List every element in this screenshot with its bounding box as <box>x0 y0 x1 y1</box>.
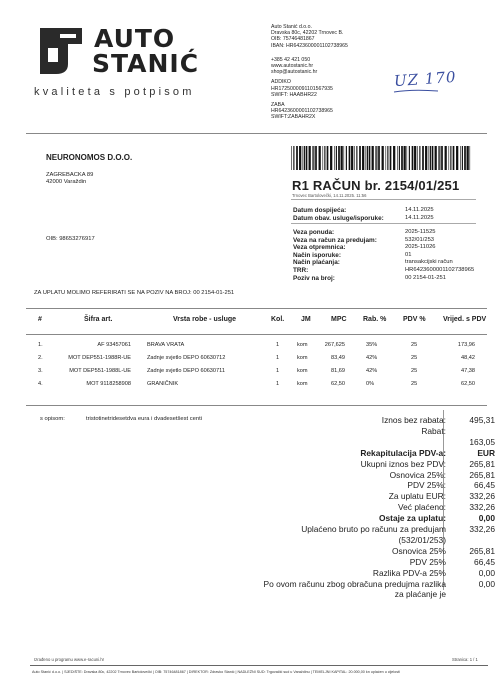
row-price: 267,625 <box>324 342 345 348</box>
barcode-bar <box>299 146 301 170</box>
handwritten-note: UZ 170 <box>393 67 458 91</box>
seller-info <box>271 24 411 121</box>
table-header-border <box>26 334 487 335</box>
totals-value: 0,00 <box>478 567 495 578</box>
totals-row <box>255 579 495 589</box>
row-total: 62,50 <box>461 381 475 387</box>
ref-value: 2025-11525 <box>405 229 436 235</box>
totals-value: 163,05 <box>469 436 495 447</box>
totals-label: Za uplatu EUR: <box>388 491 446 502</box>
barcode-bar <box>330 146 332 170</box>
totals-value: 0,00 <box>478 513 495 524</box>
barcode-bar <box>445 146 447 170</box>
barcode-bar <box>390 146 392 170</box>
totals-row <box>255 480 495 490</box>
barcode-bar <box>414 146 416 170</box>
row-price: 81,69 <box>331 368 345 374</box>
logo-tagline: kvaliteta s potpisom <box>34 86 195 98</box>
seller-web[interactable]: www.autostanic.hr <box>271 63 314 70</box>
barcode-bar <box>366 146 367 170</box>
totals-row <box>255 589 495 599</box>
seller-line: OIB: 75746481867 <box>271 36 315 43</box>
row-vat: 25 <box>411 355 418 361</box>
ref-label: Način isporuke: <box>293 251 341 259</box>
barcode-bar <box>407 146 408 170</box>
totals-value: 332,26 <box>469 524 495 534</box>
row-discount: 35% <box>366 342 378 348</box>
barcode-bar <box>412 146 414 170</box>
barcode-bar <box>354 146 355 170</box>
row-index: 4. <box>38 381 43 387</box>
totals-value: 265,81 <box>469 458 495 469</box>
footer-company-info: Auto Stanić d.o.o. | SJEDIŠTE: Dravska 80c, 42202 Trnovec Bartolovečki | OIB: 75746481867 | DIREKTOR: Zdravko Stanić | NADLEŽNI SUD: Trgovački sud u Varaždinu | TEMELJNI KAPITAL: 20.000,00 kn uplaćen u cijelosti <box>32 670 400 674</box>
row-sku: MOT DEP551-1988R-UE <box>68 355 131 361</box>
ref-label: Veza ponuda: <box>293 229 335 236</box>
totals-value: 495,31 <box>469 415 495 425</box>
buyer-street: ZAGREBACKA 89 <box>46 172 94 178</box>
totals-label: Ukupni iznos bez PDV: <box>360 458 446 469</box>
row-sku: MOT DEP551-1988L-UE <box>69 368 131 374</box>
totals-label: Već plaćeno: <box>398 502 446 513</box>
col-header: PDV % <box>403 316 426 323</box>
barcode-bar <box>401 146 403 170</box>
table-top-border <box>26 308 487 309</box>
barcode-bar <box>296 146 298 170</box>
barcode-bar <box>323 146 324 170</box>
barcode-bar <box>460 146 461 170</box>
seller-line: IBAN: HR6423600001102738965 <box>271 42 348 49</box>
buyer-city: 42000 Varaždin <box>46 179 87 185</box>
barcode-bar <box>309 146 311 170</box>
totals-label: (532/01/253) <box>398 534 446 545</box>
row-vat: 25 <box>411 342 418 348</box>
barcode-bar <box>372 146 374 170</box>
totals-label: Rabat: <box>421 425 446 436</box>
row-index: 1. <box>38 342 43 348</box>
barcode-bar <box>462 146 463 170</box>
barcode-bar <box>293 146 294 170</box>
logo-word-stanic: STANIĆ <box>92 49 200 78</box>
totals-row <box>255 426 495 436</box>
buyer-oib: OIB: 98653276917 <box>46 236 95 242</box>
totals-label: Razlika PDV-a 25% <box>372 567 446 578</box>
amount-in-words: tristotinetridesetdva eura i dvadesetšest centi <box>86 416 203 422</box>
totals-row <box>255 513 495 523</box>
seller-line: Auto Stanić d.o.o. <box>271 24 312 30</box>
row-discount: 42% <box>366 368 378 374</box>
dates-divider <box>291 223 476 224</box>
handwritten-underline <box>392 88 442 94</box>
row-total: 47,38 <box>461 368 475 374</box>
barcode-bar <box>430 146 431 170</box>
col-header: # <box>38 316 42 323</box>
col-header: MPC <box>331 316 347 323</box>
totals-row <box>255 557 495 567</box>
totals-label: PDV 25%: <box>407 480 446 491</box>
row-description: GRANIČNIK <box>147 381 179 387</box>
barcode-bar <box>417 146 418 170</box>
totals-row <box>255 502 495 512</box>
totals-row <box>255 415 495 425</box>
totals-row <box>255 524 495 534</box>
col-header: JM <box>301 316 311 323</box>
totals-value: 66,45 <box>474 556 495 567</box>
barcode-bar <box>359 146 361 170</box>
totals-value: 265,81 <box>469 469 495 480</box>
title-divider <box>291 199 476 200</box>
ref-value: 2025-11026 <box>405 244 436 251</box>
totals-value: EUR <box>477 447 495 458</box>
row-index: 3. <box>38 368 43 374</box>
col-header: Rab. % <box>363 316 387 323</box>
row-qty: 1 <box>276 368 280 374</box>
bank-name: ZABA <box>271 102 285 109</box>
barcode-bar <box>404 146 406 170</box>
col-header: Vrsta robe - usluge <box>173 316 237 323</box>
totals-value: 66,45 <box>474 480 495 491</box>
totals-row <box>255 546 495 556</box>
row-vat: 25 <box>411 381 418 387</box>
payment-reference-note: ZA UPLATU MOLIMO REFERIRATI SE NA POZIV NA BROJ: 00 2154-01-251 <box>34 290 235 296</box>
logo-word-auto: AUTO <box>94 24 176 53</box>
totals-row <box>255 448 495 458</box>
barcode-bar <box>432 146 434 170</box>
row-description: Zadnje svjetlo DEPO 60630711 <box>147 368 225 374</box>
invoice-title: R1 RAČUN br. 2154/01/251 <box>292 178 460 193</box>
bank-swift: SWIFT: HAABHR22 <box>271 91 317 98</box>
row-discount: 0% <box>366 381 375 387</box>
ref-value: HR6423600001102738965 <box>405 267 475 273</box>
barcode-bar <box>467 146 469 170</box>
barcode-bar <box>399 146 400 170</box>
totals-label: za plaćanje je <box>394 589 446 600</box>
barcode-bar <box>375 146 376 170</box>
totals-label: Iznos bez rabata: <box>381 415 446 425</box>
table-bottom-border <box>26 405 487 406</box>
seller-line: Dravska 80c, 42202 Trnovec B. <box>271 30 344 37</box>
barcode-bar <box>306 146 308 170</box>
bank-swift: SWIFT:ZABAHR2X <box>271 114 316 121</box>
col-header: Kol. <box>271 316 285 323</box>
bank-iban: HR6423600001102738965 <box>271 108 333 115</box>
barcode-bar <box>367 146 368 170</box>
barcode-bar <box>456 146 458 170</box>
barcode-bar <box>338 146 340 170</box>
barcode-bar <box>312 146 313 170</box>
table-row <box>0 368 501 377</box>
totals-value: 265,81 <box>469 545 495 556</box>
barcode-bar <box>449 146 450 170</box>
barcode-bar <box>315 146 317 170</box>
barcode-bar <box>369 146 371 170</box>
totals-label: Rekapitulacija PDV-a: <box>360 447 446 458</box>
barcode-bar <box>435 146 437 170</box>
row-qty: 1 <box>276 381 280 387</box>
barcode-bar <box>464 146 466 170</box>
ref-value: 532/01/253 <box>405 236 435 243</box>
barcode-bar <box>438 146 439 170</box>
table-row <box>0 342 501 351</box>
barcode-bar <box>336 146 337 170</box>
table-row <box>0 381 501 390</box>
barcode-bar <box>453 146 455 170</box>
barcode-bar <box>362 146 364 170</box>
barcode-bar <box>344 146 345 170</box>
barcode-bar <box>291 146 292 170</box>
barcode-bar <box>376 146 377 170</box>
ref-label: Veza na račun za predujam: <box>293 236 377 244</box>
barcode-bar <box>304 146 305 170</box>
buyer-name: NEURONOMOS D.O.O. <box>46 153 133 162</box>
barcode-bar <box>429 146 430 170</box>
barcode-bar <box>393 146 395 170</box>
seller-email[interactable]: shop@autostanic.hr <box>271 69 318 76</box>
totals-row <box>255 535 495 545</box>
totals-label: PDV 25% <box>409 556 446 567</box>
logo-mark-icon <box>36 26 86 76</box>
invoice-place-date: Trnovec Bartolovečki, 14.11.2025. 11:56 <box>292 193 367 198</box>
barcode-bar <box>324 146 325 170</box>
totals-label: Osnovica 25% <box>392 545 446 556</box>
barcode-bar <box>425 146 427 170</box>
row-qty: 1 <box>276 355 280 361</box>
totals-row <box>255 470 495 480</box>
ref-value: 01 <box>405 251 412 258</box>
table-row <box>0 355 501 364</box>
barcode-bar <box>319 146 321 170</box>
barcode-bar <box>327 146 329 170</box>
col-header: Vrijed. s PDV <box>443 316 487 323</box>
barcode-bar <box>387 146 388 170</box>
barcode-bar <box>409 146 410 170</box>
totals-row <box>255 437 495 447</box>
barcode-bar <box>349 146 351 170</box>
totals-value: 0,00 <box>478 578 495 589</box>
row-unit: kom <box>297 381 308 387</box>
refs-block <box>293 229 483 289</box>
barcode-bar <box>450 146 451 170</box>
row-price: 62,50 <box>331 381 345 387</box>
totals-label: Osnovica 25%: <box>389 469 446 480</box>
totals-row <box>255 459 495 469</box>
seller-phone: +385 42 421 050 <box>271 56 311 63</box>
delivery-date-label: Datum obav. usluge/isporuke: <box>293 215 384 222</box>
barcode-bar <box>356 146 357 170</box>
table-header <box>0 316 501 328</box>
row-total: 173,96 <box>457 342 475 348</box>
barcode-bar <box>441 146 443 170</box>
delivery-date-value: 14.11.2025 <box>405 215 434 221</box>
amount-in-words-label: s opisom: <box>40 416 65 422</box>
row-vat: 25 <box>411 368 418 374</box>
totals-value: 332,26 <box>469 491 495 502</box>
ref-label: Poziv na broj: <box>293 274 335 282</box>
barcode-bar <box>346 146 347 170</box>
barcode-bar <box>351 146 353 170</box>
barcode-bar <box>386 146 387 170</box>
barcode-bar <box>303 146 304 170</box>
totals-label: Ostaje za uplatu: <box>378 513 446 524</box>
barcode-bar <box>313 146 314 170</box>
ref-label: TRR: <box>293 267 309 274</box>
row-description: Zadnje svjetlo DEPO 60630712 <box>147 355 226 361</box>
bank-name: ADDIKO <box>271 79 291 86</box>
due-date-label: Datum dospijeća: <box>293 207 347 214</box>
row-index: 2. <box>38 355 43 361</box>
row-qty: 1 <box>276 342 280 348</box>
barcode-bar <box>397 146 398 170</box>
row-sku: MOT 9118258908 <box>86 381 131 387</box>
barcode-bar <box>378 146 380 170</box>
totals-value: 332,26 <box>469 502 495 513</box>
barcode-bar <box>439 146 440 170</box>
ref-label: Način plaćanja: <box>293 259 340 267</box>
barcode-bar <box>422 146 424 170</box>
totals-row <box>255 568 495 578</box>
totals-label: Uplaćeno bruto po računu za predujam <box>301 524 446 534</box>
barcode-icon <box>291 146 473 170</box>
barcode-bar <box>341 146 343 170</box>
row-unit: kom <box>297 368 308 374</box>
row-description: BRAVA VRATA <box>147 342 185 348</box>
ref-value: 00 2154-01-251 <box>405 274 446 281</box>
row-sku: AF 93457061 <box>97 342 131 348</box>
barcode-bar <box>470 146 471 170</box>
ref-label: Veza otpremnica: <box>293 244 346 252</box>
row-total: 48,42 <box>461 355 475 361</box>
due-date-value: 14.11.2025 <box>405 207 434 213</box>
barcode-bar <box>419 146 420 170</box>
totals-label: Po ovom računu zbog obračuna predujma razlika <box>263 578 446 589</box>
company-logo <box>36 26 216 88</box>
bank-iban: HR1725000091101567935 <box>271 85 333 92</box>
row-discount: 42% <box>366 355 378 361</box>
footer-page: Stranica: 1 / 1 <box>452 657 478 662</box>
header-divider <box>26 133 487 134</box>
footer-software-note: Izrađeno u programu www.e-racuni.hr <box>34 657 105 662</box>
totals-row <box>255 491 495 501</box>
barcode-bar <box>334 146 335 170</box>
ref-value: transakcijski račun <box>405 259 453 266</box>
row-price: 83,49 <box>331 355 345 361</box>
row-unit: kom <box>297 342 308 348</box>
col-header: Šifra art. <box>84 316 113 323</box>
row-unit: kom <box>297 355 308 361</box>
barcode-bar <box>382 146 384 170</box>
footer-divider <box>30 665 488 666</box>
